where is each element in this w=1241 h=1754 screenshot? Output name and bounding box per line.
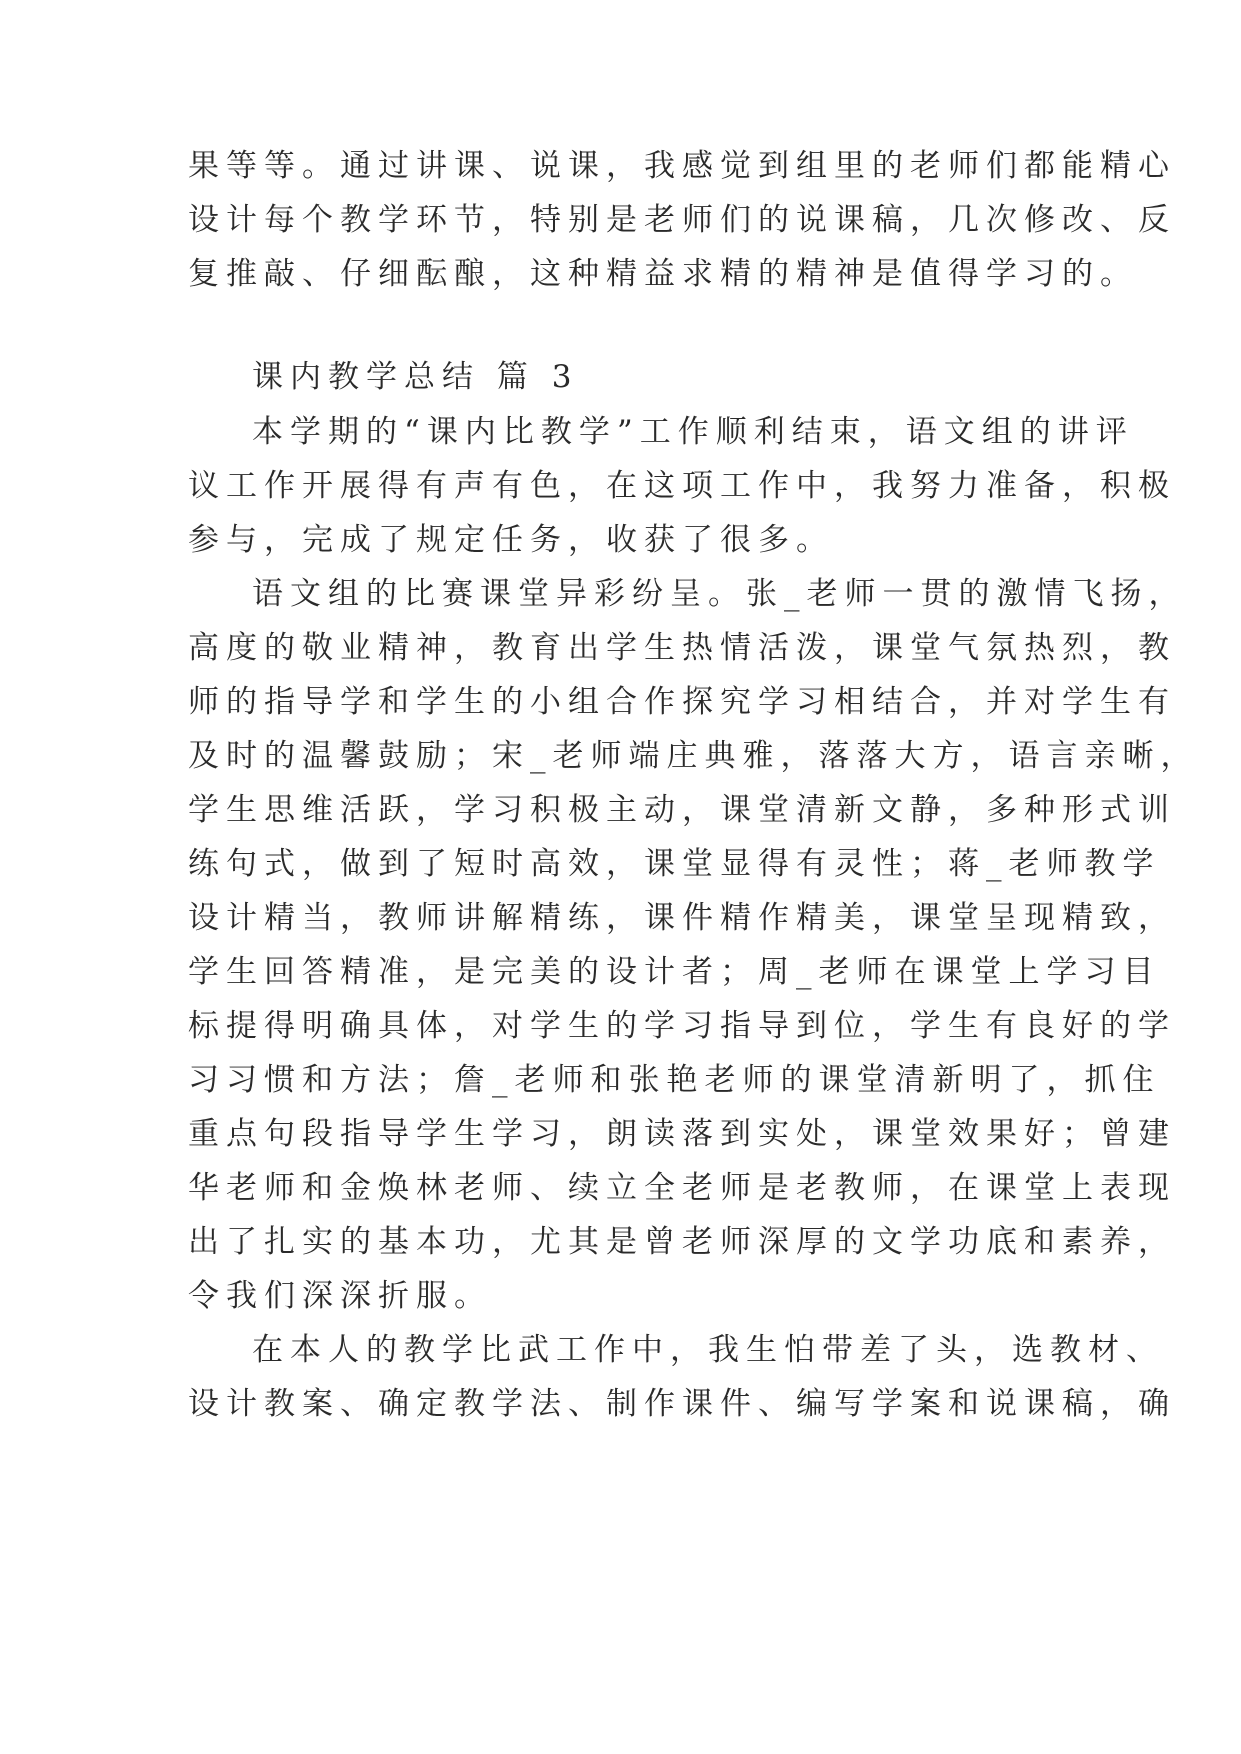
paragraph-line: 本学期的“课内比教学”工作顺利结束，语文组的讲评 bbox=[252, 414, 1134, 450]
paragraph-line: 师的指导学和学生的小组合作探究学习相结合，并对学生有 bbox=[188, 684, 1176, 720]
paragraph-line: 及时的温馨鼓励；宋_老师端庄典雅，落落大方，语言亲晰， bbox=[188, 738, 1199, 774]
paragraph-line: 高度的敬业精神，教育出学生热情活泼，课堂气氛热烈，教 bbox=[188, 630, 1176, 666]
paragraph-line: 练句式，做到了短时高效，课堂显得有灵性；蒋_老师教学 bbox=[188, 846, 1161, 882]
paragraph-line: 议工作开展得有声有色，在这项工作中，我努力准备，积极 bbox=[188, 468, 1176, 504]
paragraph-line: 华老师和金焕林老师、续立全老师是老教师，在课堂上表现 bbox=[188, 1170, 1176, 1206]
paragraph-line: 参与，完成了规定任务，收获了很多。 bbox=[188, 522, 834, 558]
paragraph-line: 在本人的教学比武工作中，我生怕带差了头，选教材、 bbox=[252, 1332, 1164, 1368]
paragraph-line: 复推敲、仔细酝酿，这种精益求精的精神是值得学习的。 bbox=[188, 256, 1138, 292]
paragraph-line: 设计精当，教师讲解精练，课件精作精美，课堂呈现精致， bbox=[188, 900, 1176, 936]
paragraph-line: 学生回答精准，是完美的设计者；周_老师在课堂上学习目 bbox=[188, 954, 1161, 990]
paragraph-line: 语文组的比赛课堂异彩纷呈。张_老师一贯的激情飞扬， bbox=[252, 576, 1187, 612]
paragraph-line: 设计每个教学环节，特别是老师们的说课稿，几次修改、反 bbox=[188, 202, 1176, 238]
paragraph-line: 习习惯和方法；詹_老师和张艳老师的课堂清新明了，抓住 bbox=[188, 1062, 1161, 1098]
paragraph-line: 果等等。通过讲课、说课，我感觉到组里的老师们都能精心 bbox=[188, 148, 1176, 184]
paragraph-line: 学生思维活跃，学习积极主动，课堂清新文静，多种形式训 bbox=[188, 792, 1176, 828]
paragraph-line: 标提得明确具体，对学生的学习指导到位，学生有良好的学 bbox=[188, 1008, 1176, 1044]
paragraph-line: 令我们深深折服。 bbox=[188, 1278, 492, 1314]
paragraph-line: 出了扎实的基本功，尤其是曾老师深厚的文学功底和素养， bbox=[188, 1224, 1176, 1260]
section-heading: 课内教学总结 篇 3 bbox=[252, 359, 579, 395]
paragraph-line: 设计教案、确定教学法、制作课件、编写学案和说课稿，确 bbox=[188, 1386, 1176, 1422]
paragraph-line: 重点句段指导学生学习，朗读落到实处，课堂效果好；曾建 bbox=[188, 1116, 1176, 1152]
